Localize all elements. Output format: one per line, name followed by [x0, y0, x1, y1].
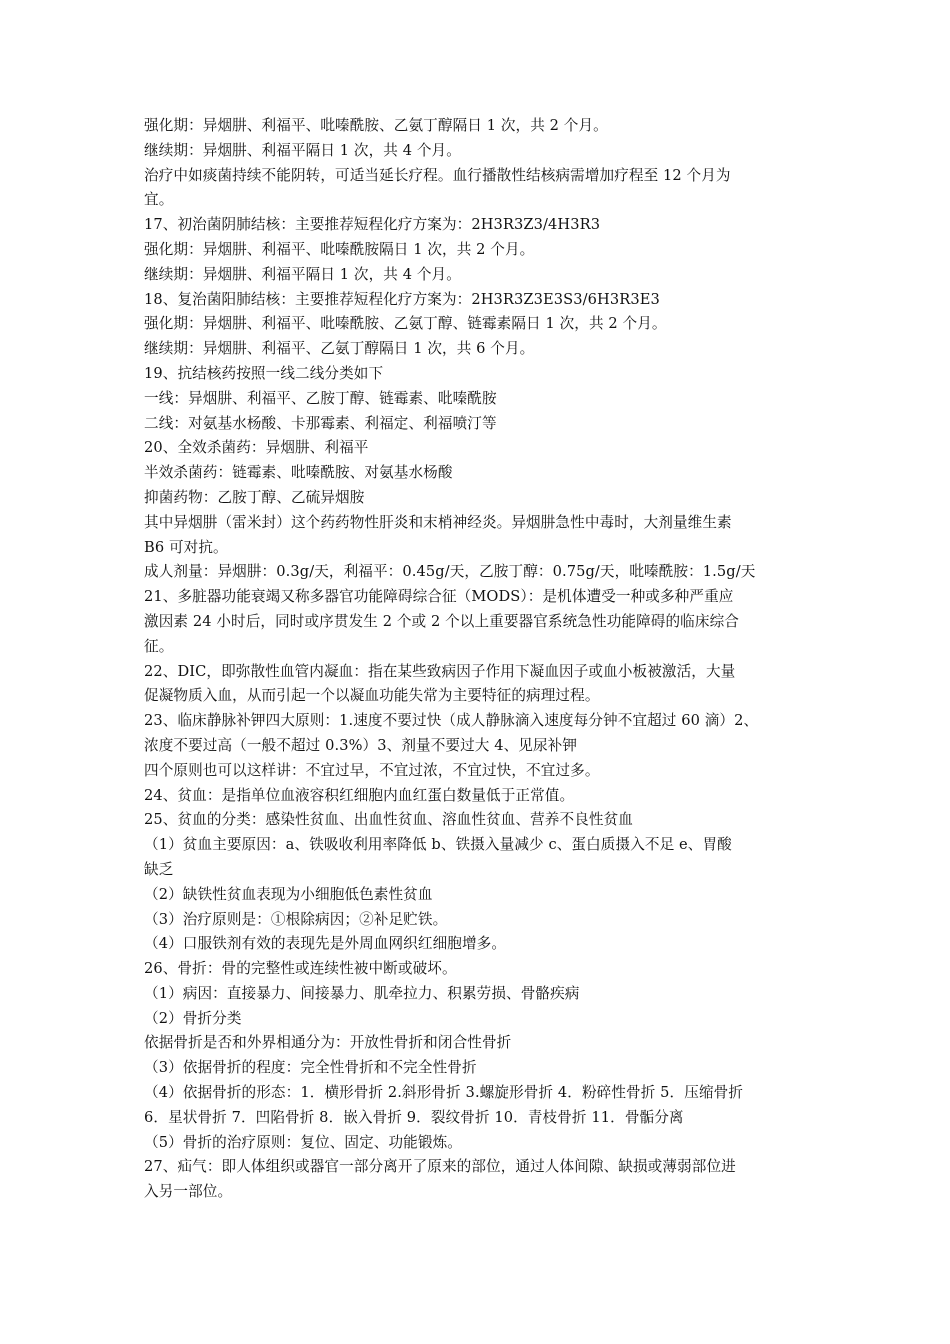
text-line: 四个原则也可以这样讲：不宜过早，不宜过浓，不宜过快，不宜过多。 — [144, 761, 600, 779]
text-line: 24、贫血：是指单位血液容积红细胞内血红蛋白数量低于正常值。 — [144, 786, 575, 804]
text-line: 抑菌药物：乙胺丁醇、乙硫异烟胺 — [144, 488, 365, 506]
text-line: 继续期：异烟肼、利福平隔日 1 次，共 4 个月。 — [144, 265, 461, 283]
text-line: 6．星状骨折 7．凹陷骨折 8．嵌入骨折 9．裂纹骨折 10．青枝骨折 11．骨骺分离 — [144, 1108, 684, 1126]
text-line: 浓度不要过高（一般不超过 0.3%）3、剂量不要过大 4、见尿补钾 — [144, 736, 578, 754]
text-line: 25、贫血的分类：感染性贫血、出血性贫血、溶血性贫血、营养不良性贫血 — [144, 811, 633, 829]
text-line: 22、DIC，即弥散性血管内凝血：指在某些致病因子作用下凝血因子或血小板被激活，大量 — [144, 662, 736, 680]
text-line: 缺乏 — [144, 860, 174, 878]
text-line: 其中异烟肼（雷米封）这个药药物性肝炎和末梢神经炎。异烟肼急性中毒时，大剂量维生素 — [144, 513, 732, 531]
text-line: 成人剂量：异烟肼：0.3g/天，利福平：0.45g/天，乙胺丁醇：0.75g/天，吡嗪酰胺：1.5g/天 — [144, 563, 756, 581]
text-line: 21、多脏器功能衰竭又称多器官功能障碍综合征（MODS）：是机体遭受一种或多种严重应 — [144, 588, 734, 606]
text-line: 入另一部位。 — [144, 1183, 233, 1201]
text-line: 26、骨折：骨的完整性或连续性被中断或破坏。 — [144, 960, 457, 978]
text-line: 继续期：异烟肼、利福平、乙氨丁醇隔日 1 次，共 6 个月。 — [144, 340, 535, 358]
text-line: （5）骨折的治疗原则：复位、固定、功能锻炼。 — [144, 1133, 462, 1151]
text-line: 20、全效杀菌药：异烟肼、利福平 — [144, 439, 369, 457]
text-line: （3）依据骨折的程度：完全性骨折和不完全性骨折 — [144, 1059, 477, 1077]
text-line: 半效杀菌药：链霉素、吡嗪酰胺、对氨基水杨酸 — [144, 464, 453, 482]
text-line: 征。 — [144, 637, 174, 655]
text-line: B6 可对抗。 — [144, 538, 228, 556]
text-line: （1）病因：直接暴力、间接暴力、肌牵拉力、积累劳损、骨骼疾病 — [144, 984, 580, 1002]
text-line: 治疗中如痰菌持续不能阴转，可适当延长疗程。血行播散性结核病需增加疗程至 12 个月为 — [144, 166, 731, 184]
text-line: 一线：异烟肼、利福平、乙胺丁醇、链霉素、吡嗪酰胺 — [144, 389, 497, 407]
document-body — [144, 114, 810, 1205]
text-line: （4）依据骨折的形态：1．横形骨折 2.斜形骨折 3.螺旋形骨折 4．粉碎性骨折 5．压缩骨折 — [144, 1084, 744, 1102]
text-line: （2）骨折分类 — [144, 1009, 242, 1027]
text-line: 强化期：异烟肼、利福平、吡嗪酰胺隔日 1 次，共 2 个月。 — [144, 240, 535, 258]
text-line: 27、疝气：即人体组织或器官一部分离开了原来的部位，通过人体间隙、缺损或薄弱部位进 — [144, 1158, 736, 1176]
text-line: 18、复治菌阳肺结核：主要推荐短程化疗方案为：2H3R3Z3E3S3/6H3R3E3 — [144, 290, 660, 308]
text-line: （3）治疗原则是：①根除病因；②补足贮铁。 — [144, 910, 448, 928]
text-line: 继续期：异烟肼、利福平隔日 1 次，共 4 个月。 — [144, 141, 461, 159]
text-line: 激因素 24 小时后，同时或序贯发生 2 个或 2 个以上重要器官系统急性功能障碍的临床综合 — [144, 612, 739, 630]
text-line: （2）缺铁性贫血表现为小细胞低色素性贫血 — [144, 885, 433, 903]
text-line: （4）口服铁剂有效的表现先是外周血网织红细胞增多。 — [144, 935, 507, 953]
text-line: 依据骨折是否和外界相通分为：开放性骨折和闭合性骨折 — [144, 1034, 512, 1052]
text-line: 19、抗结核药按照一线二线分类如下 — [144, 364, 384, 382]
text-line: （1）贫血主要原因：a、铁吸收利用率降低 b、铁摄入量减少 c、蛋白质摄入不足 e、胃酸 — [144, 836, 732, 854]
text-line: 二线：对氨基水杨酸、卡那霉素、利福定、利福喷汀等 — [144, 414, 497, 432]
text-line: 宜。 — [144, 191, 174, 209]
text-line: 23、临床静脉补钾四大原则：1.速度不要过快（成人静脉滴入速度每分钟不宜超过 60 滴）2、 — [144, 712, 759, 730]
text-line: 17、初治菌阴肺结核：主要推荐短程化疗方案为：2H3R3Z3/4H3R3 — [144, 216, 601, 234]
text-line: 强化期：异烟肼、利福平、吡嗪酰胺、乙氨丁醇隔日 1 次，共 2 个月。 — [144, 117, 608, 134]
text-line: 强化期：异烟肼、利福平、吡嗪酰胺、乙氨丁醇、链霉素隔日 1 次，共 2 个月。 — [144, 315, 667, 333]
text-line: 促凝物质入血，从而引起一个以凝血功能失常为主要特征的病理过程。 — [144, 687, 600, 705]
